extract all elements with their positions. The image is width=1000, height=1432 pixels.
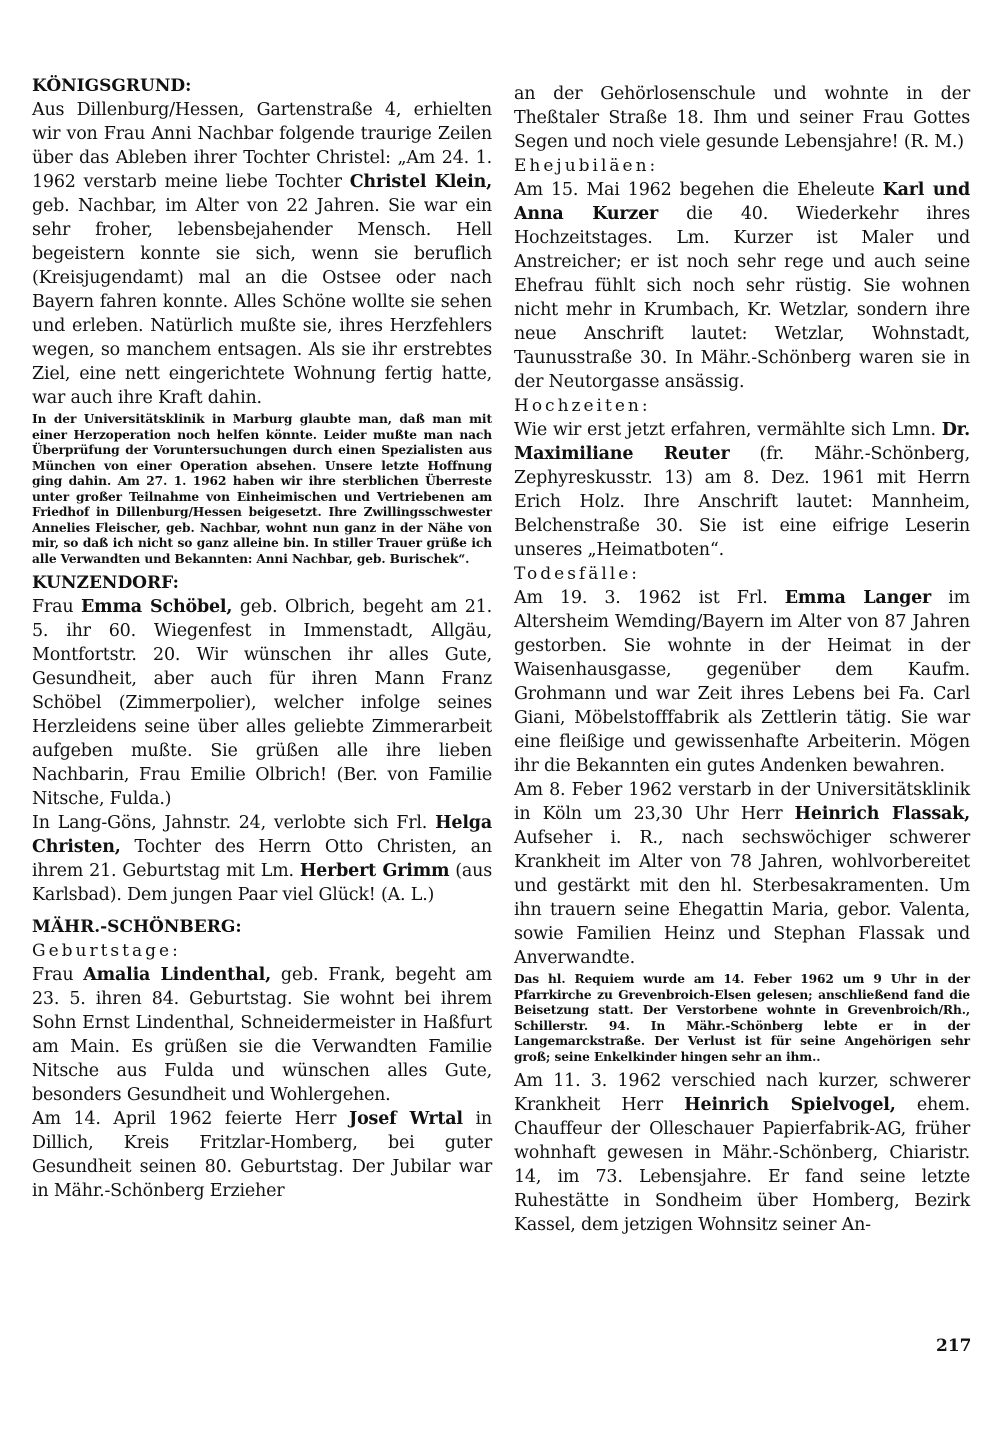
subheading-hochzeiten: Hochzeiten: <box>514 396 651 416</box>
small-print-koenigsgrund: In der Universitätsklinik in Marburg glaubte man, daß man mit einer Herzoperation noch helfen könnte. Leider mußte man nach Überprüfung der Voruntersuchungen durch einen Spezialisten aus München von einer Operation absehen. Unsere letzte Hoffnung ging dahin. Am 27. 1. 1962 haben wir ihre sterblichen Überreste unter großer Teilnahme von Einheimischen und Vertriebenen am Friedhof in Dillenburg/Hessen beigesetzt. Ihre Zwillingsschwester Annelies Fleischer, geb. Nachbar, wohnt nun ganz in der Nähe von mir, so daß ich nicht so ganz alleine bin. In stiller Trauer grüße ich alle Verwandten und Bekannten: Anni Nachbar, geb. Burischek“. <box>32 412 492 566</box>
text: Am 15. Mai 1962 begehen die Eheleute <box>514 180 883 200</box>
bold-name: Amalia Lindenthal, <box>83 965 271 985</box>
subheading-todesfaelle: Todesfälle: <box>514 564 641 584</box>
left-column <box>32 72 492 1203</box>
small-print-todesfaelle: Das hl. Requiem wurde am 14. Feber 1962 um 9 Uhr in der Pfarrkirche zu Grevenbroich-Elsen gelesen; anschließend fand die Beisetzung statt. Der Verstorbene wohnte in Grevenbroich/Rh., Schillerstr. 94. In Mähr.-Schönberg lebte er in der Langemarckstraße. Der Verlust ist für seine Angehörigen sehr groß; seine Enkelkinder hingen sehr an ihm.. <box>514 972 970 1064</box>
paragraph-schoenberg-2 <box>32 1107 492 1203</box>
paragraph-todesfaelle-2 <box>514 778 970 970</box>
text: ehem. Chauffeur der Olleschauer Papierfabrik-AG, früher wohnhaft gewesen in Mähr.-Schönberg, Chiaristr. 14, im 73. Lebensjahre. Er fand seine letzte Ruhestätte in Sondheim über Homberg, Bezirk Kassel, dem jetzigen Wohnsitz seiner An- <box>514 1095 970 1235</box>
section-heading-kunzendorf: KUNZENDORF: <box>32 573 179 593</box>
bold-name: Emma Langer <box>784 588 932 608</box>
text: (aus Karlsbad). Dem jungen Paar viel Glück! (A. L.) <box>32 861 493 905</box>
subheading-ehejubilaeen: Ehejubiläen: <box>514 156 659 176</box>
text: geb. Olbrich, begeht am 21. 5. ihr 60. Wiegenfest in Immenstadt, Allgäu, Montfortstr. 20. Wir wünschen ihr alles Gute, Gesundheit, aber auch für ihren Mann Franz Schöbel (Zimmerpolier), welcher infolge seines Herzleidens seine über alles geliebte Zimmerarbeit aufgeben mußte. Sie grüßen alle ihre lieben Nachbarin, Frau Emilie Olbrich! (Ber. von Familie Nitsche, Fulda.) <box>32 597 492 809</box>
text: (fr. Mähr.-Schönberg, Zephyreskusstr. 13) am 8. Dez. 1961 mit Herrn Erich Holz. Ihre Anschrift lautet: Mannheim, Belchenstraße 30. Sie ist eine eifrige Leserin unseres „Heimatboten“. <box>514 444 971 560</box>
paragraph-todesfaelle-3 <box>514 1069 970 1237</box>
bold-name: Karl und Anna Kurzer <box>514 180 970 224</box>
text: die 40. Wiederkehr ihres Hochzeitstages. Lm. Kurzer ist Maler und Anstreicher; er ist noch sehr rege und auch seine Ehefrau fühlt sich noch sehr rüstig. Sie wohnen nicht mehr in Krumbach, Kr. Wetzlar, sondern ihre neue Anschrift lautet: Wetzlar, Wohnstadt, Taunusstraße 30. In Mähr.-Schönberg waren sie in der Neutorgasse ansässig. <box>514 204 970 392</box>
right-column <box>514 82 970 1237</box>
text: im Altersheim Wemding/Bayern im Alter von 87 Jahren gestorben. Sie wohnte in der Heimat in der Waisenhausgasse, gegenüber dem Kaufm. Grohmann und war Zeit ihres Lebens bei Fa. Carl Giani, Möbelstofffabrik als Zettlerin tätig. Sie war eine fleißige und gewissenhafte Arbeiterin. Mögen ihr die Bekannten ein gutes Andenken bewahren. <box>514 588 970 776</box>
bold-name: Helga Christen, <box>32 813 492 857</box>
text: Am 11. 3. 1962 verschied nach kurzer, schwerer Krankheit Herr <box>514 1071 970 1115</box>
section-heading-koenigsgrund: KÖNIGSGRUND: <box>32 76 192 96</box>
bold-name: Heinrich Spielvogel, <box>684 1095 896 1115</box>
paragraph-ehejubilaeen <box>514 178 970 394</box>
text: Am 8. Feber 1962 verstarb in der Universitätsklinik in Köln um 23,30 Uhr Herr <box>514 780 970 824</box>
text: in Dillich, Kreis Fritzlar-Homberg, bei guter Gesundheit seinen 80. Geburtstag. Der Jubilar war in Mähr.-Schönberg Erzieher <box>32 1109 492 1201</box>
subheading-geburtstage: Geburtstage: <box>32 941 181 961</box>
paragraph-todesfaelle-1 <box>514 586 970 778</box>
text: Frau <box>32 965 84 985</box>
paragraph-koenigsgrund <box>32 98 492 410</box>
text: Aufseher i. R., nach sechswöchiger schwerer Krankheit im Alter von 78 Jahren, wohlvorbereitet und gestärkt mit den hl. Sterbesakramenten. Um ihn trauern seine Ehegattin Maria, gebor. Valenta, sowie Familien Heinz und Stephan Flassak und Anverwandte. <box>514 828 970 968</box>
bold-name: Christel Klein, <box>349 172 492 192</box>
bold-name: Heinrich Flassak, <box>794 804 970 824</box>
paragraph-kunzendorf-1 <box>32 595 492 811</box>
bold-name: Herbert Grimm <box>299 861 450 881</box>
text: Wie wir erst jetzt erfahren, vermählte sich Lmn. <box>514 420 942 440</box>
page-number: 217 <box>936 1336 972 1356</box>
text: Am 19. 3. 1962 ist Frl. <box>514 588 785 608</box>
paragraph-schoenberg-1 <box>32 963 492 1107</box>
paragraph-hochzeiten <box>514 418 970 562</box>
text: Am 14. April 1962 feierte Herr <box>32 1109 349 1129</box>
text: geb. Frank, begeht am 23. 5. ihren 84. Geburtstag. Sie wohnt bei ihrem Sohn Ernst Lindenthal, Schneidermeister in Haßfurt am Main. Es grüßen sie die Verwandten Familie Nitsche aus Fulda und wünschen alles Gute, besonders Gesundheit und Wohlergehen. <box>32 965 492 1105</box>
paragraph-continuation: an der Gehörlosenschule und wohnte in der Theßtaler Straße 18. Ihm und seiner Frau Gottes Segen und noch viele gesunde Lebensjahre! (R. M.) <box>514 84 970 152</box>
text: In Lang-Göns, Jahnstr. 24, verlobte sich Frl. <box>32 813 436 833</box>
paragraph-kunzendorf-2 <box>32 811 492 907</box>
text: Frau <box>32 597 82 617</box>
bold-name: Emma Schöbel, <box>81 597 233 617</box>
bold-name: Dr. Maximiliane Reuter <box>514 420 970 464</box>
section-heading-schoenberg: MÄHR.-SCHÖNBERG: <box>32 917 242 937</box>
text: Tochter des Herrn Otto Christen, an ihrem 21. Geburtstag mit Lm. <box>32 837 492 881</box>
text: geb. Nachbar, im Alter von 22 Jahren. Sie war ein sehr froher, lebensbejahender Mensch. Hell begeistern konnte sie sich, wenn sie beruflich (Kreisjugendamt) mal an die Ostsee oder nach Bayern fahren konnte. Alles Schöne wollte sie sehen und erleben. Natürlich mußte sie, ihres Herzfehlers wegen, so manchem entsagen. Als sie ihr erstrebtes Ziel, eine nett eingerichtete Wohnung fertig hatte, war auch ihre Kraft dahin. <box>32 196 492 408</box>
text: Aus Dillenburg/Hessen, Gartenstraße 4, erhielten wir von Frau Anni Nachbar folgende traurige Zeilen über das Ableben ihrer Tochter Christel: „Am 24. 1. 1962 verstarb meine liebe Tochter <box>32 100 492 192</box>
bold-name: Josef Wrtal <box>348 1109 463 1129</box>
